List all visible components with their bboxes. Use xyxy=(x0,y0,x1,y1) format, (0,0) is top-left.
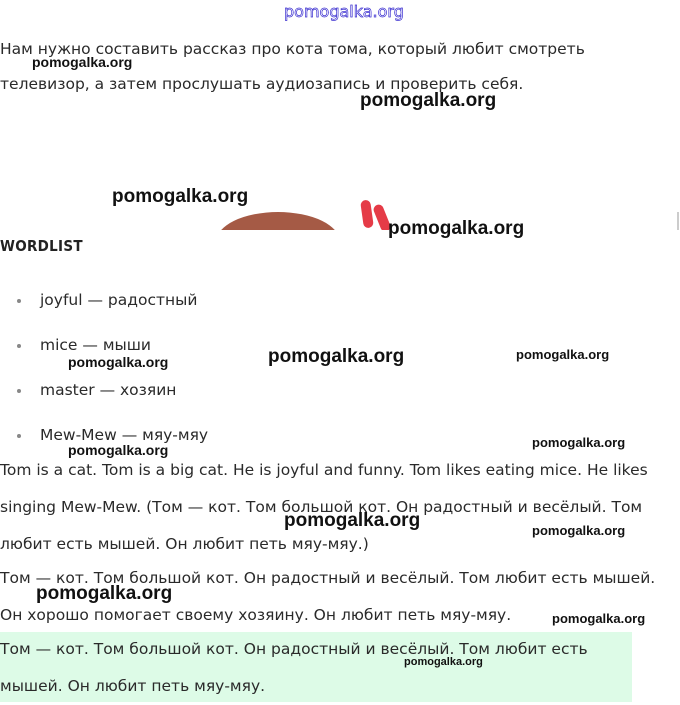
cat-head-shape xyxy=(216,212,340,230)
cat-illustration xyxy=(0,160,680,230)
watermark: pomogalka.org xyxy=(404,656,483,668)
watermark: pomogalka.org xyxy=(360,90,497,111)
watermark: pomogalka.org xyxy=(532,435,626,450)
watermark: pomogalka.org xyxy=(68,442,169,458)
watermark: pomogalka.org xyxy=(552,611,646,626)
watermark: pomogalka.org xyxy=(112,186,249,207)
watermark: pomogalka.org xyxy=(32,54,133,70)
watermark: pomogalka.org xyxy=(284,510,421,531)
watermark: pomogalka.org xyxy=(268,346,405,367)
watermark-top: pomogalka.org xyxy=(284,2,404,21)
watermark: pomogalka.org xyxy=(388,218,525,239)
watermark: pomogalka.org xyxy=(516,347,610,362)
intro-text: Нам нужно составить рассказ про кота тома, который любит смотреть телевизор, а затем прослушать аудиозапись и проверить себя. xyxy=(0,40,585,93)
red-ear-icon xyxy=(360,199,374,228)
answer-text: Том — кот. Том большой кот. Он радостный и весёлый. Том любит есть мышей. Он любит петь мяу-мяу. xyxy=(0,640,588,695)
wordlist-heading: WORDLIST xyxy=(0,237,83,255)
story-paragraph-en: Tom is a cat. Tom is a big cat. He is joyful and funny. Tom likes eating mice. He likes singing Mew-Mew. (Том — кот. Том большой кот. Он радостный и весёлый. Том любит есть мышей. Он любит петь мяу-мяу.) xyxy=(0,461,648,553)
list-item: master — хозяин xyxy=(0,372,660,417)
story-paragraph-ru: Том — кот. Том большой кот. Он радостный и весёлый. Том любит есть мышей. Он хорошо помогает своему хозяину. Он любит петь мяу-мяу. xyxy=(0,569,656,624)
watermark: pomogalka.org xyxy=(36,583,173,604)
answer-highlight xyxy=(0,632,632,702)
list-item: mice — мыши xyxy=(0,327,660,372)
watermark: pomogalka.org xyxy=(68,354,169,370)
list-item: joyful — радостный xyxy=(0,282,660,327)
watermark: pomogalka.org xyxy=(532,523,626,538)
list-item: Mew-Mew — мяу-мяу xyxy=(0,417,660,462)
divider xyxy=(677,212,679,230)
